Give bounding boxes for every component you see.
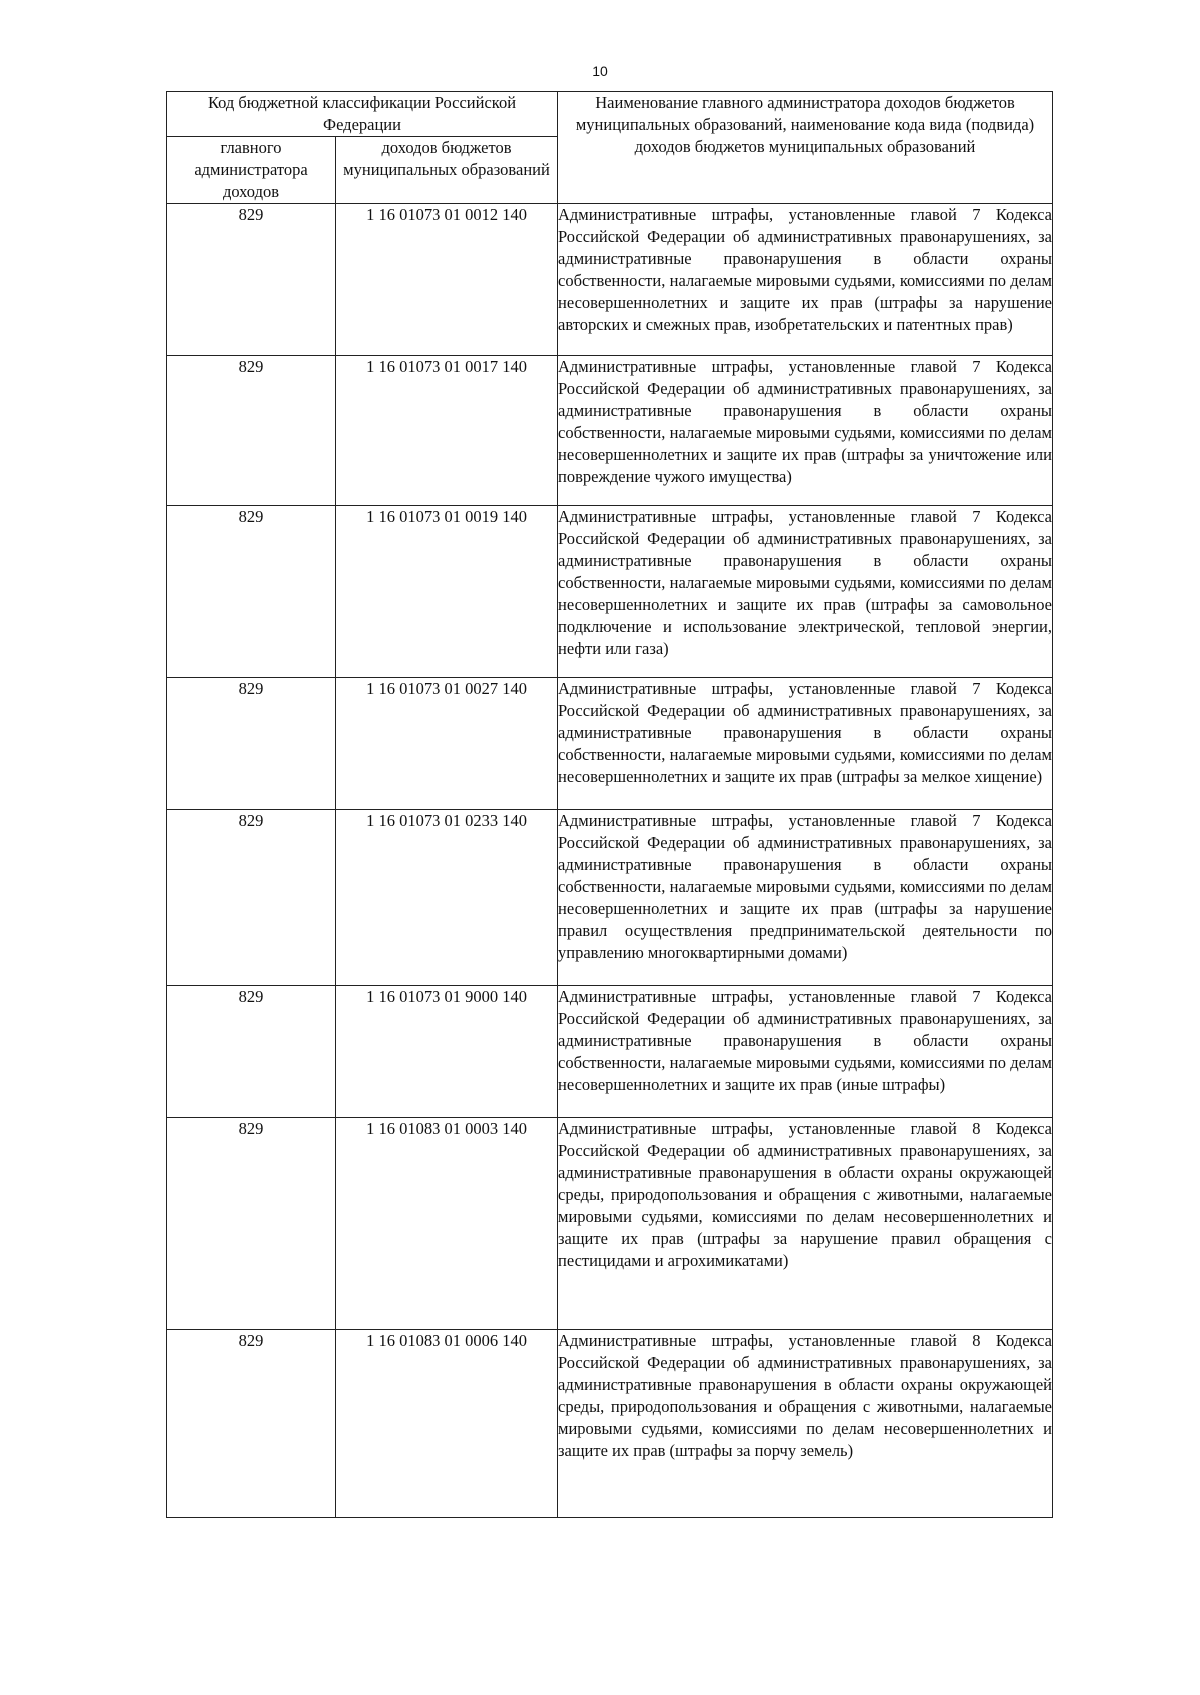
- header-admin-column: главного администратора доходов: [167, 137, 336, 204]
- header-code-column: доходов бюджетов муниципальных образований: [336, 137, 558, 204]
- row-description: Административные штрафы, установленные главой 7 Кодекса Российской Федерации об административных правонарушениях, за административные правонарушения в области охраны собственности, налагаемые мировыми судьями, комиссиями по делам несовершеннолетних и защите их прав (штрафы за мелкое хищение): [558, 678, 1053, 810]
- row-budget-code: 1 16 01073 01 0019 140: [336, 506, 558, 678]
- table-header-row: [167, 92, 1053, 137]
- row-admin-code: 829: [167, 678, 336, 810]
- budget-classification-table: [166, 91, 1053, 1518]
- row-description: Административные штрафы, установленные главой 7 Кодекса Российской Федерации об административных правонарушениях, за административные правонарушения в области охраны собственности, налагаемые мировыми судьями, комиссиями по делам несовершеннолетних и защите их прав (иные штрафы): [558, 986, 1053, 1118]
- row-description: Административные штрафы, установленные главой 7 Кодекса Российской Федерации об административных правонарушениях, за административные правонарушения в области охраны собственности, налагаемые мировыми судьями, комиссиями по делам несовершеннолетних и защите их прав (штрафы за нарушение авторских и смежных прав, изобретательских и патентных прав): [558, 204, 1053, 356]
- row-admin-code: 829: [167, 204, 336, 356]
- page-number: 10: [592, 63, 608, 79]
- row-admin-code: 829: [167, 986, 336, 1118]
- row-budget-code: 1 16 01073 01 0017 140: [336, 356, 558, 506]
- table-row: [167, 986, 1053, 1118]
- table-row: [167, 1330, 1053, 1518]
- row-admin-code: 829: [167, 1118, 336, 1330]
- row-budget-code: 1 16 01083 01 0003 140: [336, 1118, 558, 1330]
- row-budget-code: 1 16 01083 01 0006 140: [336, 1330, 558, 1518]
- table-row: [167, 506, 1053, 678]
- table-row: [167, 204, 1053, 356]
- row-budget-code: 1 16 01073 01 0233 140: [336, 810, 558, 986]
- row-admin-code: 829: [167, 810, 336, 986]
- row-budget-code: 1 16 01073 01 9000 140: [336, 986, 558, 1118]
- row-description: Административные штрафы, установленные главой 7 Кодекса Российской Федерации об административных правонарушениях, за административные правонарушения в области охраны собственности, налагаемые мировыми судьями, комиссиями по делам несовершеннолетних и защите их прав (штрафы за уничтожение или повреждение чужого имущества): [558, 356, 1053, 506]
- table-row: [167, 810, 1053, 986]
- table-row: [167, 356, 1053, 506]
- table-row: [167, 678, 1053, 810]
- row-admin-code: 829: [167, 506, 336, 678]
- row-description: Административные штрафы, установленные главой 7 Кодекса Российской Федерации об административных правонарушениях, за административные правонарушения в области охраны собственности, налагаемые мировыми судьями, комиссиями по делам несовершеннолетних и защите их прав (штрафы за самовольное подключение и использование электрической, тепловой энергии, нефти или газа): [558, 506, 1053, 678]
- row-budget-code: 1 16 01073 01 0012 140: [336, 204, 558, 356]
- row-description: Административные штрафы, установленные главой 8 Кодекса Российской Федерации об административных правонарушениях, за административные правонарушения в области охраны окружающей среды, природопользования и обращения с животными, налагаемые мировыми судьями, комиссиями по делам несовершеннолетних и защите их прав (штрафы за нарушение правил обращения с пестицидами и агрохимикатами): [558, 1118, 1053, 1330]
- row-description: Административные штрафы, установленные главой 7 Кодекса Российской Федерации об административных правонарушениях, за административные правонарушения в области охраны собственности, налагаемые мировыми судьями, комиссиями по делам несовершеннолетних и защите их прав (штрафы за нарушение правил осуществления предпринимательской деятельности по управлению многоквартирными домами): [558, 810, 1053, 986]
- row-budget-code: 1 16 01073 01 0027 140: [336, 678, 558, 810]
- row-description: Административные штрафы, установленные главой 8 Кодекса Российской Федерации об административных правонарушениях, за административные правонарушения в области охраны окружающей среды, природопользования и обращения с животными, налагаемые мировыми судьями, комиссиями по делам несовершеннолетних и защите их прав (штрафы за порчу земель): [558, 1330, 1053, 1518]
- table-row: [167, 1118, 1053, 1330]
- header-name-column: Наименование главного администратора доходов бюджетов муниципальных образований, наименование кода вида (подвида) доходов бюджетов муниципальных образований: [558, 92, 1053, 204]
- row-admin-code: 829: [167, 356, 336, 506]
- header-code-group: Код бюджетной классификации Российской Федерации: [167, 92, 558, 137]
- row-admin-code: 829: [167, 1330, 336, 1518]
